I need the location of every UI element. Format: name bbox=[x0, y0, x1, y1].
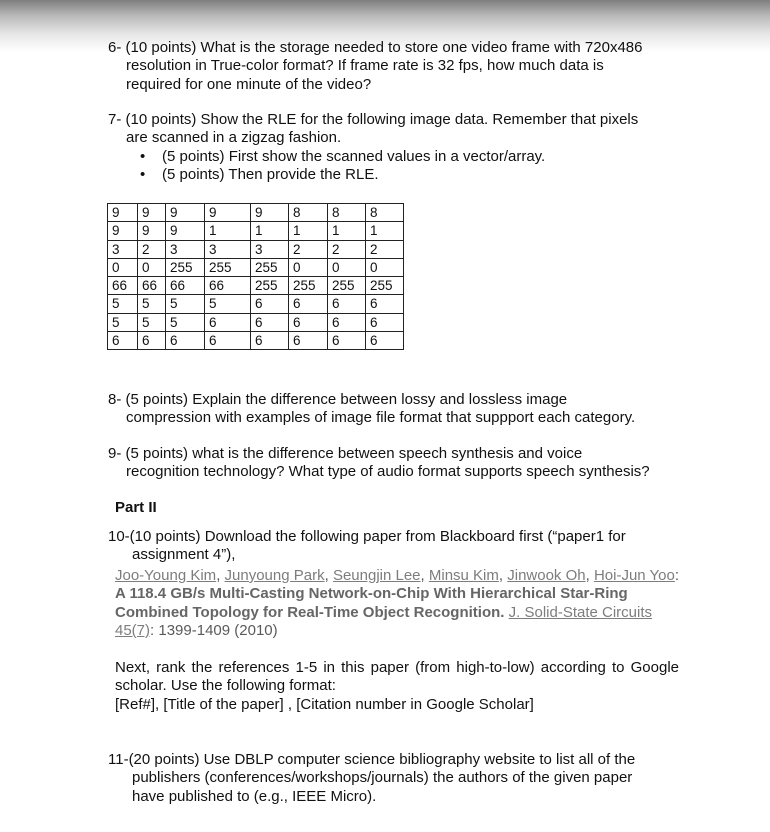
q7-bullet-text: (5 points) First show the scanned values in a vector/array. bbox=[162, 147, 546, 165]
table-cell: 9 bbox=[166, 204, 205, 222]
table-cell: 9 bbox=[251, 204, 289, 222]
q6-line2: resolution in True-color format? If frame rate is 32 fps, how much data is bbox=[126, 57, 604, 75]
author-link[interactable]: Hoi-Jun Yoo bbox=[593, 567, 675, 584]
q7-bullet-list bbox=[108, 148, 708, 185]
table-cell: 6 bbox=[366, 313, 404, 331]
table-cell: 3 bbox=[108, 240, 138, 258]
question-9 bbox=[108, 445, 718, 482]
table-cell: 5 bbox=[138, 313, 166, 331]
table-cell: 6 bbox=[328, 332, 366, 350]
q11-line2: publishers (conferences/workshops/journals) the authors of the given paper bbox=[132, 769, 633, 787]
table-row bbox=[108, 332, 404, 350]
table-cell: 6 bbox=[328, 313, 366, 331]
table-cell: 8 bbox=[289, 204, 328, 222]
ranking-format: [Ref#], [Title of the paper] , [Citation number in Google Scholar] bbox=[115, 695, 534, 713]
q9-line1: 9- (5 points) what is the difference between speech synthesis and voice bbox=[108, 445, 583, 462]
table-row bbox=[108, 295, 404, 313]
q6-line1: 6- (10 points) What is the storage needed to store one video frame with 720x486 bbox=[108, 39, 643, 56]
q7-bullet-item bbox=[108, 166, 708, 184]
author-separator: , bbox=[216, 567, 225, 584]
table-cell: 2 bbox=[328, 240, 366, 258]
table-cell: 6 bbox=[251, 313, 289, 331]
table-cell: 5 bbox=[166, 313, 205, 331]
table-cell: 2 bbox=[138, 240, 166, 258]
table-cell: 3 bbox=[205, 240, 251, 258]
table-cell: 255 bbox=[166, 258, 205, 276]
table-cell: 5 bbox=[205, 295, 251, 313]
table-cell: 1 bbox=[251, 222, 289, 240]
table-cell: 6 bbox=[251, 332, 289, 350]
table-cell: 6 bbox=[108, 332, 138, 350]
table-row bbox=[108, 222, 404, 240]
q8-line1: 8- (5 points) Explain the difference between lossy and lossless image bbox=[108, 391, 568, 408]
table-row bbox=[108, 277, 404, 295]
table-cell: 9 bbox=[205, 204, 251, 222]
author-link[interactable]: Joo-Young Kim bbox=[115, 567, 217, 584]
authors-colon: : bbox=[674, 567, 680, 584]
author-separator: , bbox=[420, 567, 429, 584]
table-cell: 1 bbox=[366, 222, 404, 240]
bullet-icon: • bbox=[140, 147, 146, 165]
table-cell: 1 bbox=[289, 222, 328, 240]
table-cell: 6 bbox=[205, 313, 251, 331]
question-11 bbox=[108, 751, 718, 806]
journal-link[interactable]: J. Solid-State Circuits bbox=[508, 603, 653, 621]
table-cell: 9 bbox=[138, 222, 166, 240]
table-cell: 255 bbox=[289, 277, 328, 295]
q11-line1: 11-(20 points) Use DBLP computer science bibliography website to list all of the bbox=[108, 751, 636, 768]
table-cell: 6 bbox=[289, 332, 328, 350]
author-link[interactable]: Seungjin Lee bbox=[332, 567, 421, 584]
table-cell: 255 bbox=[251, 277, 289, 295]
image-data-table bbox=[107, 203, 404, 350]
question-8 bbox=[108, 391, 718, 428]
table-cell: 6 bbox=[366, 332, 404, 350]
table-cell: 2 bbox=[366, 240, 404, 258]
table-cell: 66 bbox=[166, 277, 205, 295]
table-cell: 5 bbox=[138, 295, 166, 313]
ranking-instructions bbox=[115, 659, 679, 714]
question-6 bbox=[108, 39, 708, 94]
table-cell: 3 bbox=[251, 240, 289, 258]
author-separator: , bbox=[324, 567, 333, 584]
bullet-icon: • bbox=[140, 165, 146, 183]
question-7 bbox=[108, 111, 708, 184]
author-link[interactable]: Junyoung Park bbox=[224, 567, 325, 584]
q7-bullet-text: (5 points) Then provide the RLE. bbox=[162, 165, 379, 183]
ranking-text: Next, rank the references 1-5 in this paper (from high-to-low) according to Google scholar. Use the following format: bbox=[115, 659, 679, 695]
table-cell: 5 bbox=[166, 295, 205, 313]
table-cell: 0 bbox=[366, 258, 404, 276]
q10-line2: assignment 4”), bbox=[132, 546, 236, 564]
table-cell: 2 bbox=[289, 240, 328, 258]
table-row bbox=[108, 204, 404, 222]
author-link[interactable]: Jinwook Oh bbox=[507, 567, 586, 584]
paper-title: A 118.4 GB/s Multi-Casting Network-on-Chip With Hierarchical Star-Ring Combined Topology for Real-Time Object Recognition. bbox=[115, 585, 628, 621]
table-cell: 6 bbox=[251, 295, 289, 313]
paper-citation bbox=[115, 567, 680, 640]
table-cell: 6 bbox=[328, 295, 366, 313]
table-cell: 66 bbox=[108, 277, 138, 295]
table-cell: 0 bbox=[138, 258, 166, 276]
table-row bbox=[108, 258, 404, 276]
q11-line3: have published to (e.g., IEEE Micro). bbox=[132, 787, 377, 805]
table-cell: 6 bbox=[289, 313, 328, 331]
table-row bbox=[108, 313, 404, 331]
q6-line3: required for one minute of the video? bbox=[126, 75, 372, 93]
table-row bbox=[108, 240, 404, 258]
q7-bullet-item bbox=[108, 148, 708, 166]
table-cell: 5 bbox=[108, 295, 138, 313]
table-cell: 3 bbox=[166, 240, 205, 258]
table-cell: 255 bbox=[328, 277, 366, 295]
table-cell: 6 bbox=[366, 295, 404, 313]
table-cell: 5 bbox=[108, 313, 138, 331]
question-10 bbox=[108, 528, 708, 565]
table-cell: 9 bbox=[108, 222, 138, 240]
table-cell: 66 bbox=[205, 277, 251, 295]
table-cell: 0 bbox=[328, 258, 366, 276]
table-cell: 8 bbox=[366, 204, 404, 222]
volume-link[interactable]: 45(7) bbox=[115, 621, 151, 639]
table-cell: 6 bbox=[166, 332, 205, 350]
part-heading: Part II bbox=[115, 499, 157, 516]
q7-line1: 7- (10 points) Show the RLE for the following image data. Remember that pixels bbox=[108, 111, 639, 128]
q9-line2: recognition technology? What type of audio format supports speech synthesis? bbox=[126, 463, 650, 481]
author-link[interactable]: Minsu Kim bbox=[428, 567, 499, 584]
author-separator: , bbox=[498, 567, 508, 584]
table-cell: 8 bbox=[328, 204, 366, 222]
q8-line2: compression with examples of image file format that suppport each category. bbox=[126, 409, 636, 427]
table-cell: 0 bbox=[289, 258, 328, 276]
table-cell: 255 bbox=[251, 258, 289, 276]
author-separator: , bbox=[585, 567, 594, 584]
q7-line2: are scanned in a zigzag fashion. bbox=[126, 129, 342, 147]
table-cell: 9 bbox=[108, 204, 138, 222]
table-cell: 6 bbox=[205, 332, 251, 350]
table-cell: 9 bbox=[166, 222, 205, 240]
q10-line1: 10-(10 points) Download the following paper from Blackboard first (“paper1 for bbox=[108, 528, 626, 545]
pages-year: : 1399-1409 (2010) bbox=[150, 621, 278, 639]
table-cell: 255 bbox=[366, 277, 404, 295]
table-cell: 6 bbox=[138, 332, 166, 350]
table-cell: 6 bbox=[289, 295, 328, 313]
table-cell: 255 bbox=[205, 258, 251, 276]
table-cell: 9 bbox=[138, 204, 166, 222]
table-cell: 66 bbox=[138, 277, 166, 295]
table-cell: 1 bbox=[328, 222, 366, 240]
table-cell: 1 bbox=[205, 222, 251, 240]
table-cell: 0 bbox=[108, 258, 138, 276]
